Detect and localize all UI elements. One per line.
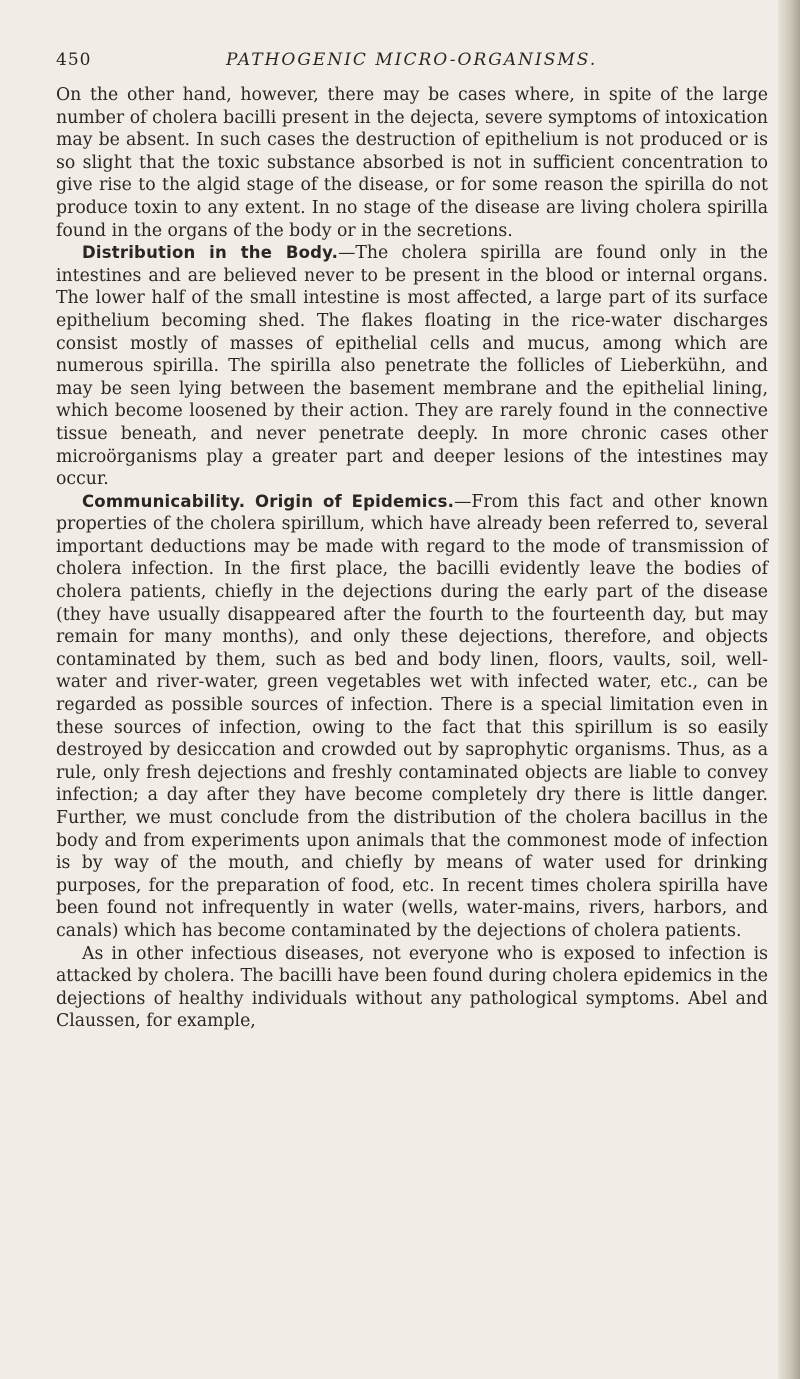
section-heading-communicability: Communicability. Origin of Epidemics. [82,491,455,511]
running-head [56,50,768,76]
paragraph-text: On the other hand, however, there may be cases where, in spite of the large number of cholera bacilli present in the dejecta, severe symptoms of intoxication may be absent. In such cases the destruction of epithelium is not produced or is so slight that the toxic substance absorbed is not in sufficient concentration to give rise to the algid stage of the disease, or for some reason the spirilla do not produce toxin to any extent. In no stage of the disease are living cholera spirilla found in the organs of the body or in the secretions. [56,85,768,241]
book-page [56,50,768,1033]
running-title: PATHOGENIC MICRO-ORGANISMS. [226,50,598,70]
paragraph-distribution [56,242,768,491]
page-edge-shadow [778,0,800,1379]
page-number: 450 [56,50,92,70]
paragraph-text: —The cholera spirilla are found only in the intestines and are believed never to be present in the blood or internal organs. The lower half of the small intestine is most affected, a large part of its surface epithelium becoming shed. The flakes floating in the rice-water discharges consist mostly of masses of epithelial cells and mucus, among which are numerous spirilla. The spirilla also penetrate the follicles of Lieberkühn, and may be seen lying between the basement membrane and the epithelial lining, which become loosened by their action. They are rarely found in the connective tissue beneath, and never penetrate deeply. In more chronic cases other microörganisms play a greater part and deeper lesions of the intestines may occur. [56,243,768,490]
section-heading-distribution: Distribution in the Body. [82,243,339,263]
paragraph-communicability [56,491,768,943]
paragraph-exposure [56,943,768,1033]
paragraph-intoxication [56,84,768,242]
body-text [56,84,768,1033]
paragraph-text: —From this fact and other known properties of the cholera spirillum, which have already been referred to, several important deductions may be made with regard to the mode of transmission of cholera infection. In the first place, the bacilli evidently leave the bodies of cholera patients, chiefly in the dejections during the early part of the disease (they have usually disappeared after the fourth to the fourteenth day, but may remain for many months), and only these dejections, therefore, and objects contaminated by them, such as bed and body linen, floors, vaults, soil, well-water and river-water, green vegetables wet with infected water, etc., can be regarded as possible sources of infection. There is a special limitation even in these sources of infection, owing to the fact that this spirillum is so easily destroyed by desiccation and crowded out by saprophytic organisms. Thus, as a rule, only fresh dejections and freshly contaminated objects are liable to convey infection; a day after they have become completely dry there is little danger. Further, we must conclude from the distribution of the cholera bacillus in the body and from experiments upon animals that the commonest mode of infection is by way of the mouth, and chiefly by means of water used for drinking purposes, for the preparation of food, etc. In recent times cholera spirilla have been found not infrequently in water (wells, water-mains, rivers, harbors, and canals) which has become contaminated by the dejections of cholera patients. [56,491,768,941]
paragraph-text: As in other infectious diseases, not everyone who is exposed to infection is attacked by cholera. The bacilli have been found during cholera epidemics in the dejections of healthy individuals without any pathological symptoms. Abel and Claussen, for example, [56,943,768,1032]
